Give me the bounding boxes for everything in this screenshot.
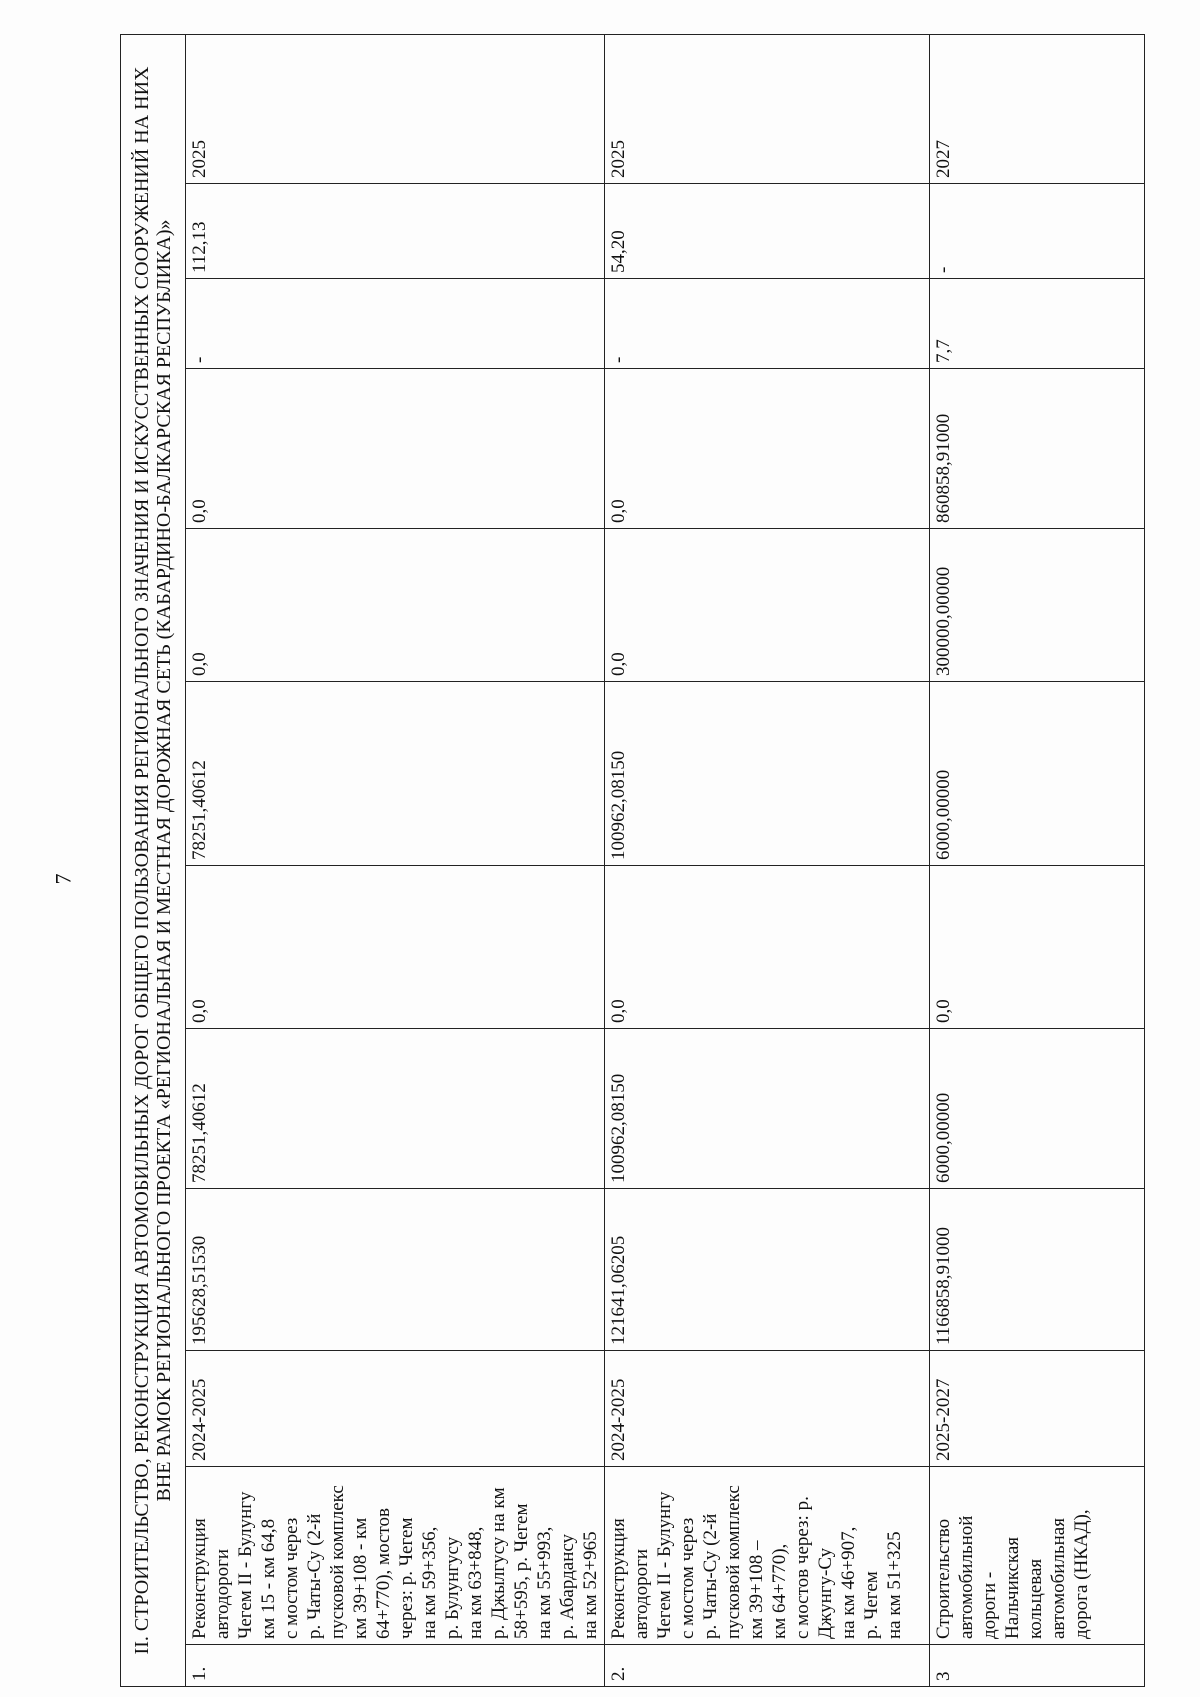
page-number: 7 bbox=[50, 873, 76, 885]
value-col-4: 300000,00000 bbox=[930, 529, 1145, 682]
heading-row bbox=[121, 34, 186, 1686]
projects-table bbox=[120, 34, 1145, 1687]
value-col-2: 0,0 bbox=[605, 866, 930, 1029]
value-col-2: 0,0 bbox=[930, 866, 1145, 1029]
value-col-5: 0,0 bbox=[186, 369, 605, 529]
object-name: Строительство автомобильной дороги - Нальчикская кольцевая автомобильная дорога (НКАД), bbox=[930, 1467, 1145, 1645]
value-col-1: 100962,08150 bbox=[605, 1029, 930, 1189]
value-col-8: 2025 bbox=[605, 34, 930, 183]
value-col-3: 6000,00000 bbox=[930, 682, 1145, 866]
object-name: Реконструкция автодороги Чегем II - Булунгу км 15 - км 64,8 с мостом через р. Чаты-Су (2-й пусковой комплекс км 39+108 - км 64+770), мостов через: р. Чегем на км 59+356, р. Булунгусу на км 63+848, р. Джылгусу на км 58+595, р. Чегем на км 55+993, р. Абардансу на км 52+965 bbox=[186, 1467, 605, 1645]
row-number: 1. bbox=[186, 1645, 605, 1687]
table-row bbox=[930, 34, 1145, 1686]
value-col-6: 7,7 bbox=[930, 279, 1145, 369]
period: 2024-2025 bbox=[186, 1351, 605, 1467]
value-col-6: - bbox=[186, 279, 605, 369]
table-row bbox=[186, 34, 605, 1686]
value-col-4: 0,0 bbox=[605, 529, 930, 682]
total-cost: 195628,51530 bbox=[186, 1189, 605, 1351]
value-col-8: 2027 bbox=[930, 34, 1145, 183]
value-col-7: 112,13 bbox=[186, 184, 605, 279]
value-col-1: 78251,40612 bbox=[186, 1029, 605, 1189]
value-col-3: 78251,40612 bbox=[186, 682, 605, 866]
value-col-3: 100962,08150 bbox=[605, 682, 930, 866]
value-col-4: 0,0 bbox=[186, 529, 605, 682]
value-col-6: - bbox=[605, 279, 930, 369]
period: 2024-2025 bbox=[605, 1351, 930, 1467]
value-col-7: - bbox=[930, 184, 1145, 279]
section-heading: II. СТРОИТЕЛЬСТВО, РЕКОНСТРУКЦИЯ АВТОМОБИЛЬНЫХ ДОРОГ ОБЩЕГО ПОЛЬЗОВАНИЯ РЕГИОНАЛЬНОГО ЗНАЧЕНИЯ И ИСКУССТВЕННЫХ СООРУЖЕНИЙ НА НИХ ВНЕ РАМОК РЕГИОНАЛЬНОГО ПРОЕКТА «РЕГИОНАЛЬНАЯ И МЕСТНАЯ ДОРОЖНАЯ СЕТЬ (КАБАРДИНО-БАЛКАРСКАЯ РЕСПУБЛИКА)» bbox=[121, 34, 186, 1686]
value-col-8: 2025 bbox=[186, 34, 605, 183]
value-col-5: 860858,91000 bbox=[930, 369, 1145, 529]
total-cost: 1166858,91000 bbox=[930, 1189, 1145, 1351]
value-col-5: 0,0 bbox=[605, 369, 930, 529]
value-col-7: 54,20 bbox=[605, 184, 930, 279]
total-cost: 121641,06205 bbox=[605, 1189, 930, 1351]
value-col-1: 6000,00000 bbox=[930, 1029, 1145, 1189]
period: 2025-2027 bbox=[930, 1351, 1145, 1467]
row-number: 2. bbox=[605, 1645, 930, 1687]
value-col-2: 0,0 bbox=[186, 866, 605, 1029]
table-row bbox=[605, 34, 930, 1686]
object-name: Реконструкция автодороги Чегем II - Булунгу с мостом через р. Чаты-Су (2-й пусковой комплекс км 39+108 – км 64+770), с мостов через: р. Джунгу-Су на км 46+907, р. Чегем на км 51+325 bbox=[605, 1467, 930, 1645]
row-number: 3 bbox=[930, 1645, 1145, 1687]
